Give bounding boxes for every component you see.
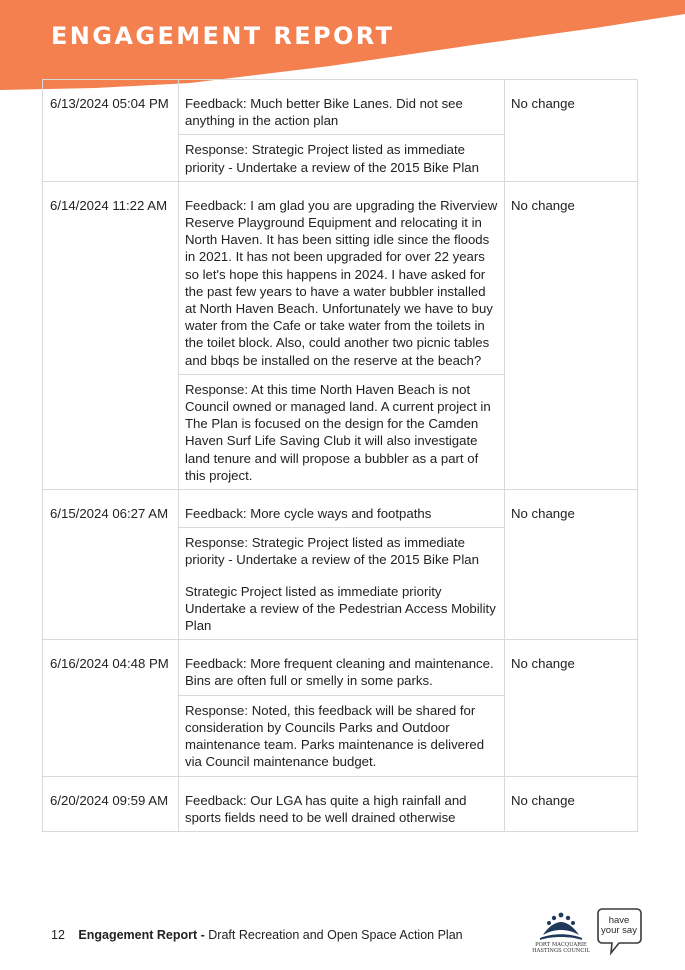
feedback-block (179, 777, 504, 831)
status-cell: No change (505, 640, 638, 776)
table-row (43, 181, 638, 489)
status-cell: No change (505, 181, 638, 489)
council-logo-icon (530, 910, 592, 942)
feedback-block (179, 80, 504, 134)
page-number: 12 (51, 928, 65, 942)
feedback-block (179, 182, 504, 374)
table-row (43, 490, 638, 640)
message-text: Response: At this time North Haven Beach is not Council owned or managed land. A current project in The Plan is focused on the design for the Camden Haven Surf Life Saving Club it will also investigate land tenure and will propose a bubbler as a part of this project. (185, 381, 491, 483)
message-text: Feedback: Our LGA has quite a high rainfall and sports fields need to be well drained otherwise (185, 792, 467, 825)
table-row (43, 640, 638, 776)
table-row (43, 776, 638, 831)
message-text: Feedback: More frequent cleaning and maintenance. Bins are often full or smelly in some parks. (185, 656, 494, 689)
message-text: Response: Strategic Project listed as immediate priority - Undertake a review of the 2015 Bike Plan (185, 535, 479, 568)
have-your-say-logo (597, 907, 643, 957)
message-cell (179, 640, 505, 776)
message-cell (179, 181, 505, 489)
council-logo (530, 910, 592, 960)
have-label: have (608, 915, 630, 926)
council-name-line2: HASTINGS COUNCIL (532, 948, 590, 954)
council-name-line1: PORT MACQUARIE (535, 942, 587, 948)
feedback-table (42, 79, 638, 832)
footer-doc-title: Draft Recreation and Open Space Action Plan (208, 928, 463, 942)
message-cell (179, 490, 505, 640)
feedback-block (179, 490, 504, 527)
date-cell: 6/16/2024 04:48 PM (43, 640, 179, 776)
date-cell: 6/15/2024 06:27 AM (43, 490, 179, 640)
message-text: Feedback: More cycle ways and footpaths (185, 506, 432, 522)
message-text: Strategic Project listed as immediate priority Undertake a review of the Pedestrian Access Mobility Plan (185, 583, 496, 634)
response-block (179, 527, 504, 639)
your-say-label: your say (601, 925, 637, 936)
date-cell: 6/13/2024 05:04 PM (43, 80, 179, 182)
page-title: ENGAGEMENT REPORT (51, 22, 395, 50)
message-text: Feedback: I am glad you are upgrading the Riverview Reserve Playground Equipment and relocating it in North Haven. It has been sitting idle since the floods in 2021. It has not been upgraded for over 22 years so let's hope this happens in 2024. I have asked for the past few years to have a water bubbler installed at North Haven Beach. Unfortunately we have to buy water from the Cafe or take water from the toilets in the toilet block. Also, could another two picnic tables and bbqs be installed on the reserve at the beach? (185, 197, 498, 368)
message-cell (179, 776, 505, 831)
response-block (179, 134, 504, 180)
status-cell: No change (505, 80, 638, 182)
message-text: Response: Strategic Project listed as immediate priority - Undertake a review of the 2015 Bike Plan (185, 142, 479, 175)
footer-report-label: Engagement Report - (78, 928, 205, 942)
message-text: Response: Noted, this feedback will be shared for consideration by Councils Parks and Outdoor maintenance team. Parks maintenance is delivered via Council maintenance budget. (185, 702, 485, 770)
message-cell (179, 80, 505, 182)
response-block (179, 374, 504, 489)
status-cell: No change (505, 776, 638, 831)
feedback-block (179, 640, 504, 694)
date-cell: 6/20/2024 09:59 AM (43, 776, 179, 831)
date-cell: 6/14/2024 11:22 AM (43, 181, 179, 489)
message-text: Feedback: Much better Bike Lanes. Did not see anything in the action plan (185, 96, 463, 129)
footer (51, 928, 463, 942)
status-cell: No change (505, 490, 638, 640)
table-row (43, 80, 638, 182)
response-block (179, 695, 504, 776)
